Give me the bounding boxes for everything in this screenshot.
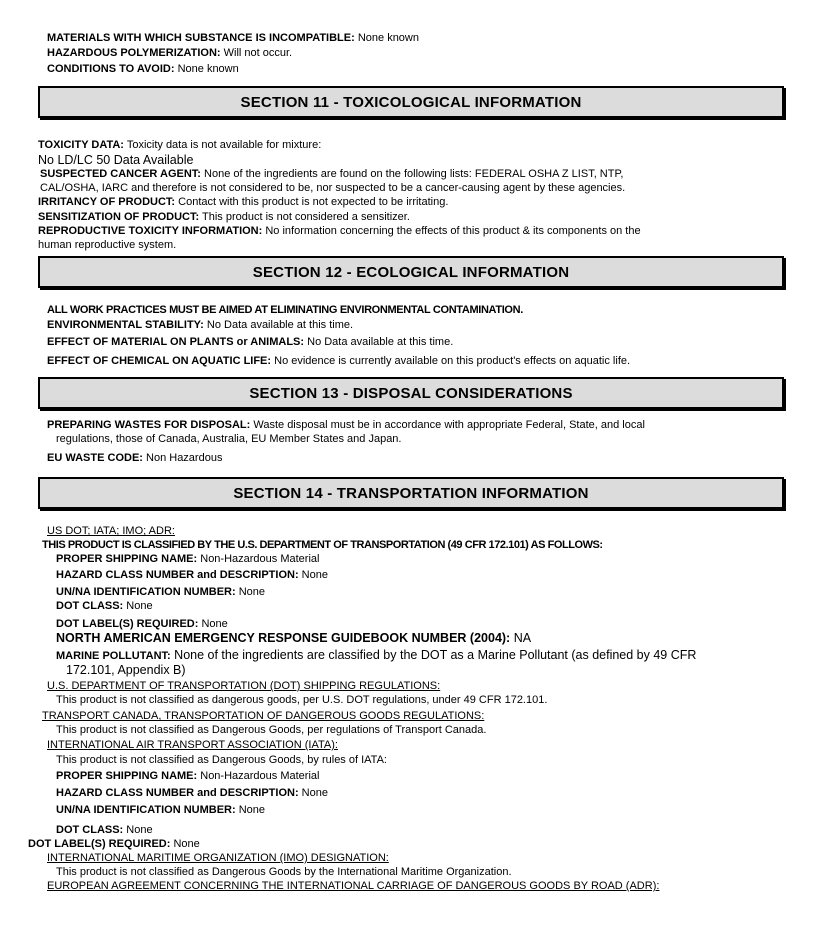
- aquatic-life-line: [47, 355, 630, 368]
- imo-text: This product is not classified as Dangerous Goods by the International Maritime Organization.: [56, 866, 512, 878]
- iata-text: This product is not classified as Dangerous Goods, by rules of IATA:: [56, 754, 387, 766]
- iata-proper-shipping-name-value: Non-Hazardous Material: [197, 770, 320, 782]
- adr-heading: EUROPEAN AGREEMENT CONCERNING THE INTERNATIONAL CARRIAGE OF DANGEROUS GOODS BY ROAD (ADR):: [47, 880, 660, 892]
- transport-canada-heading: TRANSPORT CANADA, TRANSPORTATION OF DANGEROUS GOODS REGULATIONS:: [42, 710, 485, 722]
- toxicity-data-line: [38, 139, 321, 152]
- reproductive-toxicity-label: REPRODUCTIVE TOXICITY INFORMATION:: [38, 225, 263, 237]
- conditions-to-avoid-label: CONDITIONS TO AVOID:: [47, 63, 175, 75]
- conditions-to-avoid-value: None known: [174, 63, 239, 75]
- dot-iata-imo-adr-heading: US DOT; IATA; IMO; ADR:: [47, 525, 175, 537]
- preparing-wastes-line: [47, 419, 645, 432]
- dot-class-label: DOT CLASS:: [56, 600, 124, 612]
- effect-on-plants-animals-label: EFFECT OF MATERIAL ON PLANTS or ANIMALS:: [47, 336, 305, 348]
- incompatible-materials-line: [47, 32, 419, 45]
- emergency-guidebook-value: NA: [510, 631, 532, 645]
- reproductive-toxicity-continuation: human reproductive system.: [38, 239, 177, 251]
- marine-pollutant-continuation: 172.101, Appendix B): [66, 663, 186, 677]
- iata-un-na-number-line: [56, 804, 265, 817]
- environmental-stability-line: [47, 319, 353, 332]
- toxicity-data-label: TOXICITY DATA:: [38, 139, 124, 151]
- effect-on-plants-animals-value: No Data available at this time.: [304, 336, 454, 348]
- cancer-agent-continuation: CAL/OSHA, IARC and therefore is not considered to be, nor suspected to be a cancer-causing agent by these agencies.: [40, 182, 626, 194]
- marine-pollutant-value: None of the ingredients are classified by the DOT as a Marine Pollutant (as defined by 49 CFR: [170, 648, 697, 662]
- dot-class-line: [56, 600, 153, 613]
- iata-un-na-number-label: UN/NA IDENTIFICATION NUMBER:: [56, 804, 236, 816]
- iata-heading: INTERNATIONAL AIR TRANSPORT ASSOCIATION (IATA):: [47, 739, 338, 751]
- hazard-class-label: HAZARD CLASS NUMBER and DESCRIPTION:: [56, 569, 299, 581]
- dot-shipping-regulations-heading: U.S. DEPARTMENT OF TRANSPORTATION (DOT) SHIPPING REGULATIONS:: [47, 680, 441, 692]
- aquatic-life-value: No evidence is currently available on this product's effects on aquatic life.: [271, 355, 631, 367]
- toxicity-data-value: Toxicity data is not available for mixture:: [123, 139, 322, 151]
- dot-labels-line: [56, 618, 228, 631]
- marine-pollutant-line: [56, 649, 696, 663]
- irritancy-line: [38, 196, 448, 209]
- marine-pollutant-label: MARINE POLLUTANT:: [56, 650, 171, 662]
- hazardous-polymerization-line: [47, 47, 292, 60]
- preparing-wastes-label: PREPARING WASTES FOR DISPOSAL:: [47, 419, 251, 431]
- proper-shipping-name-label: PROPER SHIPPING NAME:: [56, 553, 198, 565]
- incompatible-materials-label: MATERIALS WITH WHICH SUBSTANCE IS INCOMPATIBLE:: [47, 32, 355, 44]
- proper-shipping-name-line: [56, 553, 319, 566]
- sensitization-line: [38, 211, 410, 224]
- un-na-number-label: UN/NA IDENTIFICATION NUMBER:: [56, 586, 236, 598]
- iata-dot-class-line: [56, 824, 153, 837]
- hazard-class-value: None: [298, 569, 328, 581]
- dot-classification-statement: THIS PRODUCT IS CLASSIFIED BY THE U.S. DEPARTMENT OF TRANSPORTATION (49 CFR 172.101) AS FOLLOWS:: [42, 539, 603, 551]
- transport-canada-text: This product is not classified as Dangerous Goods, per regulations of Transport Canada.: [56, 724, 487, 736]
- work-practices-statement: ALL WORK PRACTICES MUST BE AIMED AT ELIMINATING ENVIRONMENTAL CONTAMINATION.: [47, 304, 523, 316]
- section-12-header: SECTION 12 - ECOLOGICAL INFORMATION: [38, 256, 784, 288]
- conditions-to-avoid-line: [47, 63, 239, 76]
- emergency-guidebook-line: [56, 632, 531, 645]
- irritancy-value: Contact with this product is not expected to be irritating.: [175, 196, 449, 208]
- aquatic-life-label: EFFECT OF CHEMICAL ON AQUATIC LIFE:: [47, 355, 272, 367]
- sensitization-value: This product is not considered a sensitizer.: [199, 211, 410, 223]
- dot-shipping-regulations-text: This product is not classified as dangerous goods, per U.S. DOT regulations, under 49 CFR 172.101.: [56, 694, 548, 706]
- un-na-number-line: [56, 586, 265, 599]
- hazardous-polymerization-label: HAZARDOUS POLYMERIZATION:: [47, 47, 221, 59]
- iata-hazard-class-label: HAZARD CLASS NUMBER and DESCRIPTION:: [56, 787, 299, 799]
- eu-waste-code-value: Non Hazardous: [142, 452, 223, 464]
- hazard-class-line: [56, 569, 328, 582]
- preparing-wastes-value: Waste disposal must be in accordance with appropriate Federal, State, and local: [250, 419, 645, 431]
- iata-proper-shipping-name-label: PROPER SHIPPING NAME:: [56, 770, 198, 782]
- cancer-agent-label: SUSPECTED CANCER AGENT:: [40, 168, 201, 180]
- section-14-header: SECTION 14 - TRANSPORTATION INFORMATION: [38, 477, 784, 509]
- un-na-number-value: None: [235, 586, 266, 598]
- dot-labels-label: DOT LABEL(S) REQUIRED:: [56, 618, 199, 630]
- reproductive-toxicity-line: [38, 225, 641, 238]
- iata-dot-labels-label: DOT LABEL(S) REQUIRED:: [28, 838, 171, 850]
- iata-dot-class-label: DOT CLASS:: [56, 824, 124, 836]
- iata-dot-labels-value: None: [170, 838, 200, 850]
- iata-hazard-class-value: None: [298, 787, 328, 799]
- cancer-agent-value: None of the ingredients are found on the following lists: FEDERAL OSHA Z LIST, NTP,: [200, 168, 624, 180]
- ld-lc-line: No LD/LC 50 Data Available: [38, 153, 194, 167]
- reproductive-toxicity-value: No information concerning the effects of this product & its components on the: [262, 225, 641, 237]
- effect-on-plants-animals-line: [47, 336, 453, 349]
- hazardous-polymerization-value: Will not occur.: [220, 47, 293, 59]
- iata-dot-labels-line: [28, 838, 200, 851]
- section-13-header: SECTION 13 - DISPOSAL CONSIDERATIONS: [38, 377, 784, 409]
- eu-waste-code-line: [47, 452, 222, 465]
- cancer-agent-line: [40, 168, 623, 181]
- proper-shipping-name-value: Non-Hazardous Material: [197, 553, 320, 565]
- imo-heading: INTERNATIONAL MARITIME ORGANIZATION (IMO) DESIGNATION:: [47, 852, 389, 864]
- preparing-wastes-continuation: regulations, those of Canada, Australia, EU Member States and Japan.: [56, 433, 402, 445]
- dot-class-value: None: [123, 600, 153, 612]
- emergency-guidebook-label: NORTH AMERICAN EMERGENCY RESPONSE GUIDEBOOK NUMBER (2004):: [56, 631, 511, 645]
- incompatible-materials-value: None known: [354, 32, 419, 44]
- section-11-header: SECTION 11 - TOXICOLOGICAL INFORMATION: [38, 86, 784, 118]
- iata-dot-class-value: None: [123, 824, 153, 836]
- environmental-stability-label: ENVIRONMENTAL STABILITY:: [47, 319, 204, 331]
- eu-waste-code-label: EU WASTE CODE:: [47, 452, 143, 464]
- environmental-stability-value: No Data available at this time.: [203, 319, 354, 331]
- irritancy-label: IRRITANCY OF PRODUCT:: [38, 196, 176, 208]
- iata-proper-shipping-name-line: [56, 770, 319, 783]
- iata-un-na-number-value: None: [235, 804, 266, 816]
- iata-hazard-class-line: [56, 787, 328, 800]
- dot-labels-value: None: [198, 618, 228, 630]
- sensitization-label: SENSITIZATION OF PRODUCT:: [38, 211, 200, 223]
